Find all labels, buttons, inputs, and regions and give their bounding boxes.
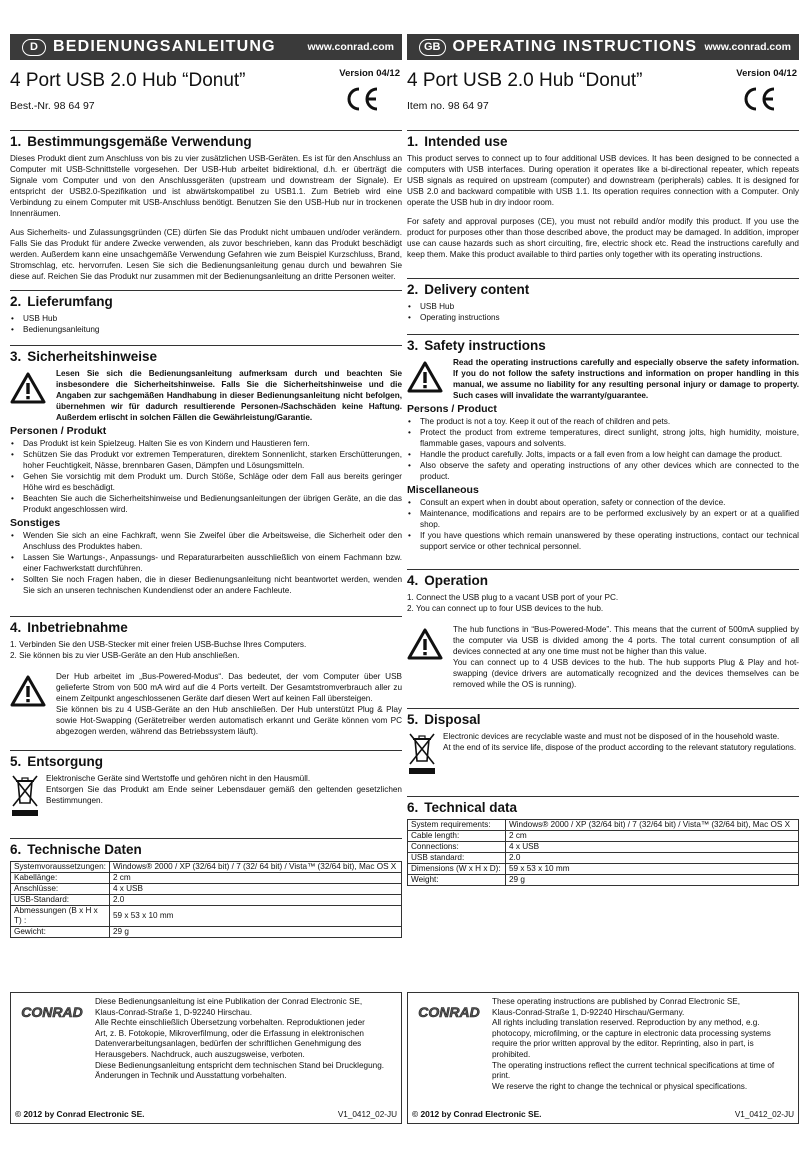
warning-triangle-icon — [407, 628, 443, 660]
version-label: Version 04/12 — [339, 68, 400, 79]
list-item: • Schützen Sie das Produkt vor extremen Temperaturen, direktem Sonnenlicht, starken Erschütterungen, hoher Feuchtigkeit, Nässe, brennbaren Gasen, Dämpfen und Lösungsmitteln. — [10, 449, 402, 471]
svg-text:CONRAD: CONRAD — [418, 1004, 480, 1020]
section-safety-gb — [407, 334, 799, 552]
website-url[interactable]: www.conrad.com — [307, 41, 394, 53]
step-item: 1. Connect the USB plug to a vacant USB port of your PC. — [407, 593, 619, 602]
list-item: • Also observe the safety and operating instructions of any other devices which are connected to the product. — [407, 460, 799, 482]
step-item: 2. Sie können bis zu vier USB-Geräte an den Hub anschließen. — [10, 651, 240, 660]
version-code: V1_0412_02-JU — [734, 1110, 794, 1119]
table-row: Systemvoraussetzungen: Windows® 2000 / XP (32/64 bit) / 7 (32/ 64 bit) / Vista™ (32/64 bit), Mac OS X — [11, 862, 402, 873]
note-text: The hub functions in “Bus-Powered-Mode”. This means that the current of 500mA supplied by the computer via USB is divided among the 4 ports. The total current consumption of all devices connected at any one time must not be higher than this value. — [453, 625, 799, 656]
section-delivery-gb — [407, 278, 799, 323]
section-disposal-gb — [407, 708, 799, 775]
copyright: © 2012 by Conrad Electronic SE. — [412, 1109, 542, 1119]
section-heading: 6. Technical data — [407, 800, 518, 815]
paragraph: Electronic devices are recyclable waste and must not be disposed of in the household waste. — [443, 732, 780, 741]
section-intended-use-gb — [407, 130, 799, 268]
section-operation-de — [10, 616, 402, 737]
table-row: Connections: 4 x USB — [408, 842, 799, 853]
list-item: • The product is not a toy. Keep it out of the reach of children and pets. — [407, 416, 799, 427]
section-heading: 3. Sicherheitshinweise — [10, 349, 158, 364]
warning-triangle-icon — [10, 372, 46, 404]
paragraph: At the end of its service life, dispose of the product according to the relevant statutory regulations. — [443, 743, 797, 752]
note-text: You can connect up to 4 USB devices to the hub. The hub supports Plug & Play and hot-swapping (device drivers are automatically recognized and the devices themselves can be removed while the OS is running). — [453, 658, 799, 689]
section-heading: 1. Bestimmungsgemäße Verwendung — [10, 134, 252, 149]
paragraph: Elektronische Geräte sind Wertstoffe und gehören nicht in den Hausmüll. — [46, 774, 311, 783]
subheading: Persons / Product — [407, 403, 497, 415]
version-code: V1_0412_02-JU — [337, 1110, 397, 1119]
list-item: • Gehen Sie vorsichtig mit dem Produkt um. Durch Stöße, Schläge oder dem Fall aus bereits geringer Höhe wird es beschädigt. — [10, 471, 402, 493]
subheading: Personen / Produkt — [10, 425, 107, 437]
list-item: • Wenden Sie sich an eine Fachkraft, wenn Sie Zweifel über die Arbeitsweise, die Sicherheit oder den Anschluss des Produktes haben. — [10, 530, 402, 552]
table-row: Weight: 29 g — [408, 875, 799, 886]
section-disposal-de — [10, 750, 402, 817]
document-type-title: OPERATING INSTRUCTIONS — [452, 38, 698, 55]
section-delivery-de — [10, 290, 402, 335]
table-row: Dimensions (W x H x D): 59 x 53 x 10 mm — [408, 864, 799, 875]
warning-triangle-icon — [407, 361, 443, 393]
conrad-logo-icon — [15, 1003, 89, 1021]
section-heading: 6. Technische Daten — [10, 842, 142, 857]
copyright: © 2012 by Conrad Electronic SE. — [15, 1109, 145, 1119]
section-heading: 2. Delivery content — [407, 282, 530, 297]
footer-imprint-gb: CONRAD These operating instructions are published by Conrad Electronic SE, Klaus-Conrad-Straße 1, D-92240 Hirschau/Germany. All rights including translation reserved. Reproduction by any method, e.g. photocopy, microfilming, or the capture in electronic data processing systems require the prior written approval by the editor. Reprinting, also in part, is prohibited. The operating instructions reflect the current technical specifications at time of print. We reserve the right to change the technical or physical specifications. © 2012 by Conrad Electronic SE. V1_0412_02-JU — [407, 992, 799, 1124]
version-label: Version 04/12 — [736, 68, 797, 79]
list-item: • Operating instructions — [407, 312, 799, 323]
product-title: 4 Port USB 2.0 Hub “Donut” — [10, 70, 246, 91]
technical-data-table — [407, 819, 799, 886]
paragraph: Aus Sicherheits- und Zulassungsgründen (CE) dürfen Sie das Produkt nicht umbauen und/oder verändern. Falls Sie das Produkt für andere Zwecke verwenden, als zuvor beschrieben, kann das Produkt beschädigt werden. Außerdem kann eine unsachgemäße Verwendung Gefahren wie zum Beispiel Kurzschluss, Brand, Stromschlag, etc. hervorrufen. Lesen Sie sich die Bedienungsanleitung genau durch und bewahren Sie diese auf. Reichen Sie das Produkt nur zusammen mit der Bedienungsanleitung an dritte Personen weiter. — [10, 228, 402, 281]
paragraph: This product serves to connect up to four additional USB devices. It has been designed to be connected a computers with USB interfaces. During operation it operates like a bi-directional repeater, which repeats USB signals as required on upstream (computer) and downstream (peripherals) cables. It is designed for USB 2.0 and backward compatible with USB 1.1. Its operation requires connection with a Computer. Only operate the USB hub in dry indoor room. — [407, 154, 799, 207]
header-bar-de — [10, 34, 402, 60]
table-row: USB-Standard: 2.0 — [11, 895, 402, 906]
section-technical-data-de — [10, 838, 402, 938]
section-heading: 3. Safety instructions — [407, 338, 546, 353]
section-safety-de — [10, 345, 402, 596]
crossed-bin-icon — [10, 773, 40, 817]
section-intended-use-de — [10, 130, 402, 290]
header-bar-gb — [407, 34, 799, 60]
svg-text:CONRAD: CONRAD — [21, 1004, 83, 1020]
table-row: Anschlüsse: 4 x USB — [11, 884, 402, 895]
list-item: • Protect the product from extreme temperatures, direct sunlight, strong jolts, high humidity, moisture, flammable gases, vapours and solvents. — [407, 427, 799, 449]
list-item: • USB Hub — [407, 301, 799, 312]
subheading: Miscellaneous — [407, 484, 479, 496]
section-heading: 2. Lieferumfang — [10, 294, 113, 309]
item-number: Item no. 98 64 97 — [407, 100, 489, 112]
step-item: 1. Verbinden Sie den USB-Stecker mit einer freien USB-Buchse Ihres Computers. — [10, 640, 307, 649]
language-badge: GB — [419, 39, 446, 56]
section-heading: 1. Intended use — [407, 134, 508, 149]
warning-text: Lesen Sie sich die Bedienungsanleitung aufmerksam durch und beachten Sie insbesondere die Sicherheitshinweise. Falls Sie die Sicherheitshinweise und die Angaben zur sachgemäßen Handhabung in dieser Bedienungsanleitung nicht befolgen, übernehmen wir für dadurch resultierende Personen-/Sachschäden keine Haftung. Außerdem erlischt in solchen Fällen die Gewährleistung/Garantie. — [56, 369, 402, 422]
table-row: Kabellänge: 2 cm — [11, 873, 402, 884]
paragraph: For safety and approval purposes (CE), you must not rebuild and/or modify this product. If you use the product for purposes other than those described above, the product may be damaged. In addition, improper use can cause hazards such as short circuiting, fire, electric shock etc. Read the instructions carefully and keep them. Make this product available to third parties only together with its operating instructions. — [407, 217, 799, 259]
list-item: • If you have questions which remain unanswered by these operating instructions, contact our technical support service or other technical personnel. — [407, 530, 799, 552]
list-item: • Handle the product carefully. Jolts, impacts or a fall even from a low height can damage the product. — [407, 449, 799, 460]
section-technical-data-gb — [407, 796, 799, 886]
warning-triangle-icon — [10, 675, 46, 707]
conrad-logo-icon — [412, 1003, 486, 1021]
table-row: System requirements: Windows® 2000 / XP (32/64 bit) / 7 (32/64 bit) / Vista™ (32/64 bit), Mac OS X — [408, 820, 799, 831]
warning-text: Read the operating instructions carefully and especially observe the safety information. If you do not follow the safety instructions and information on proper handling in this manual, we assume no liability for any resulting personal injury or damage to property. Such cases will invalidate the warranty/guarantee. — [453, 358, 799, 400]
language-badge: D — [22, 39, 46, 56]
list-item: • Maintenance, modifications and repairs are to be performed exclusively by an expert or at a qualified shop. — [407, 508, 799, 530]
ce-mark-icon — [741, 86, 777, 112]
list-item: • Das Produkt ist kein Spielzeug. Halten Sie es von Kindern und Haustieren fern. — [10, 438, 402, 449]
product-header-gb — [407, 62, 799, 122]
table-row: Abmessungen (B x H x T) : 59 x 53 x 10 mm — [11, 906, 402, 927]
item-number: Best.-Nr. 98 64 97 — [10, 100, 95, 112]
product-title: 4 Port USB 2.0 Hub “Donut” — [407, 70, 643, 91]
list-item: • Bedienungsanleitung — [10, 324, 402, 335]
table-row: USB standard: 2.0 — [408, 853, 799, 864]
crossed-bin-icon — [407, 731, 437, 775]
website-url[interactable]: www.conrad.com — [704, 41, 791, 53]
section-heading: 5. Disposal — [407, 712, 481, 727]
document-type-title: BEDIENUNGSANLEITUNG — [53, 38, 276, 55]
note-text: Sie können bis zu 4 USB-Geräte an den Hub anschließen. Der Hub unterstützt Plug & Play sowie Hot-Swapping (Gerätetreiber werden automatisch erkannt und Geräte können vom PC abgezogen werden, während das Betriebssystem läuft). — [56, 705, 402, 736]
note-text: Der Hub arbeitet im „Bus-Powered-Modus“. Das bedeutet, der vom Computer über USB gelieferte Strom von 500 mA wird auf die 4 Ports verteilt. Der Gesamtstromverbrauch aller zu einem Zeitpunkt angeschlossenen Geräte darf diesen Wert auf keinen Fall übersteigen. — [56, 672, 402, 703]
section-heading: 4. Inbetriebnahme — [10, 620, 128, 635]
list-item: • Sollten Sie noch Fragen haben, die in dieser Bedienungsanleitung nicht beantwortet werden, wenden Sie sich an unseren technischen Kundendienst oder an andere Fachleute. — [10, 574, 402, 596]
section-heading: 5. Entsorgung — [10, 754, 104, 769]
list-item: • Consult an expert when in doubt about operation, safety or connection of the device. — [407, 497, 799, 508]
product-header-de — [10, 62, 402, 122]
paragraph: Dieses Produkt dient zum Anschluss von bis zu vier zusätzlichen USB-Geräten. Es ist für den Anschluss an Computer mit USB-Schnittstelle vorgesehen. Der USB-Hub arbeitet bidirektional, d.h. er überträgt die Signale vom Computer und von den Anschlussgeräten (upstream und downstream der Signale). Er entspricht der USB2.0-Spezifikation und ist abwärtskompatibel zu USB1.1. Zum Betrieb wird eine Verbindung zu einem Computer mit USB-Anschluss benötigt. Benutzen Sie den USB-Hub nur in trockenen Innenräumen. — [10, 154, 402, 218]
ce-mark-icon — [344, 86, 380, 112]
list-item: • USB Hub — [10, 313, 402, 324]
subheading: Sonstiges — [10, 517, 61, 529]
step-item: 2. You can connect up to four USB devices to the hub. — [407, 604, 604, 613]
section-heading: 4. Operation — [407, 573, 489, 588]
technical-data-table — [10, 861, 402, 938]
section-operation-gb — [407, 569, 799, 690]
list-item: • Lassen Sie Wartungs-, Anpassungs- und Reparaturarbeiten ausschließlich von einem Fachmann bzw. einer Fachwerkstatt durchführen. — [10, 552, 402, 574]
paragraph: Entsorgen Sie das Produkt am Ende seiner Lebensdauer gemäß den geltenden gesetzlichen Bestimmungen. — [46, 785, 402, 805]
footer-imprint-de: CONRAD Diese Bedienungsanleitung ist eine Publikation der Conrad Electronic SE, Klaus-Conrad-Straße 1, D-92240 Hirschau. Alle Rechte einschließlich Übersetzung vorbehalten. Reproduktionen jeder Art, z. B. Fotokopie, Mikroverfilmung, oder die Erfassung in elektronischen Datenverarbeitungsanlagen, bedürfen der schriftlichen Genehmigung des Herausgebers. Nachdruck, auch auszugsweise, verboten. Diese Bedienungsanleitung entspricht dem technischen Stand bei Drucklegung. Änderungen in Technik und Ausstattung vorbehalten. © 2012 by Conrad Electronic SE. V1_0412_02-JU — [10, 992, 402, 1124]
list-item: • Beachten Sie auch die Sicherheitshinweise und Bedienungsanleitungen der übrigen Geräte, an die das Produkt angeschlossen wird. — [10, 493, 402, 515]
table-row: Gewicht: 29 g — [11, 927, 402, 938]
table-row: Cable length: 2 cm — [408, 831, 799, 842]
